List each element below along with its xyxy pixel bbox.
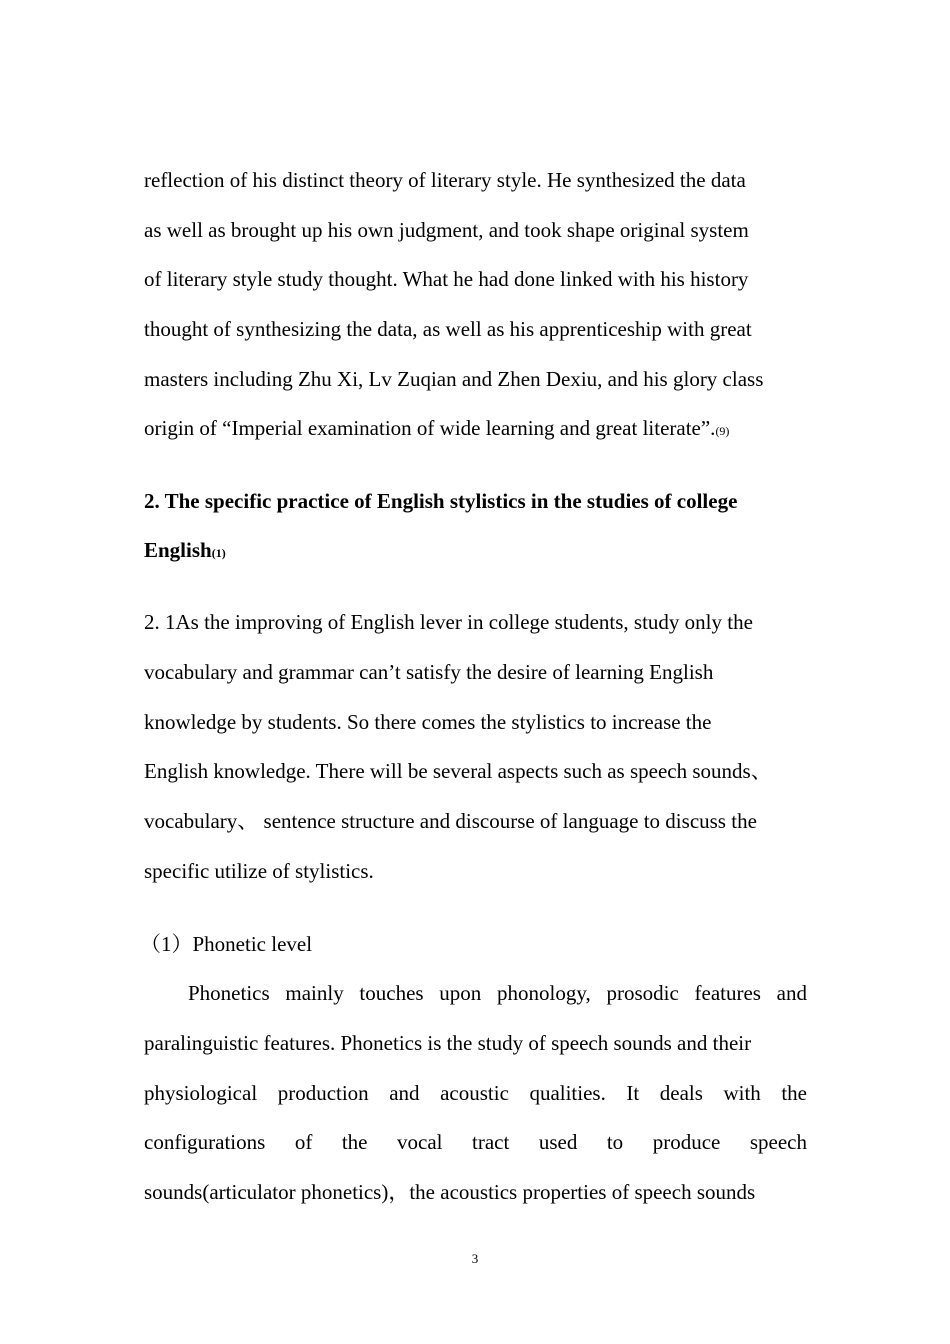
paragraph-3-line-4: configurations of the vocal tract used to produce speech	[144, 1130, 807, 1154]
paragraph-3-line-3: physiological production and acoustic qualities. It deals with the	[144, 1081, 807, 1105]
paragraph-1-line-3: of literary style study thought. What he had done linked with his history	[144, 267, 749, 291]
paragraph-3-line-2: paralinguistic features. Phonetics is the study of speech sounds and their	[144, 1031, 752, 1055]
paragraph-3-line-1: Phonetics mainly touches upon phonology, prosodic features and	[188, 981, 807, 1005]
paragraph-2-line-3: knowledge by students. So there comes the stylistics to increase the	[144, 710, 712, 734]
paragraph-1-line-4: thought of synthesizing the data, as well as his apprenticeship with great	[144, 317, 752, 341]
footnote-ref-9: (9)	[715, 424, 730, 438]
paragraph-3-line-5: sounds(articulator phonetics)，the acoustics properties of speech sounds	[144, 1180, 756, 1204]
paragraph-1-line-2: as well as brought up his own judgment, and took shape original system	[144, 218, 749, 242]
paragraph-2-line-1: 2. 1As the improving of English lever in college students, study only the	[144, 610, 753, 634]
paragraph-2-line-5: vocabulary、 sentence structure and discourse of language to discuss the	[144, 809, 757, 833]
page-number: 3	[471, 1251, 479, 1266]
section-heading-line-1: 2. The specific practice of English stylistics in the studies of college	[144, 489, 738, 513]
paragraph-2-line-2: vocabulary and grammar can’t satisfy the desire of learning English	[144, 660, 714, 684]
paragraph-1-line-6	[144, 414, 807, 445]
paragraph-1-line-6-text: origin of “Imperial examination of wide learning and great literate”.	[144, 416, 716, 440]
paragraph-1-line-1: reflection of his distinct theory of literary style. He synthesized the data	[144, 168, 746, 192]
subsection-title: （1）Phonetic level	[140, 932, 313, 956]
paragraph-1-line-5: masters including Zhu Xi, Lv Zuqian and Zhen Dexiu, and his glory class	[144, 367, 764, 391]
paragraph-2-line-6: specific utilize of stylistics.	[144, 859, 374, 883]
section-heading-line-2-text: English	[144, 538, 212, 562]
footnote-ref-1: (1)	[211, 546, 226, 560]
section-heading-line-2	[144, 536, 807, 567]
paragraph-2-line-4: English knowledge. There will be several aspects such as speech sounds、	[144, 759, 772, 783]
